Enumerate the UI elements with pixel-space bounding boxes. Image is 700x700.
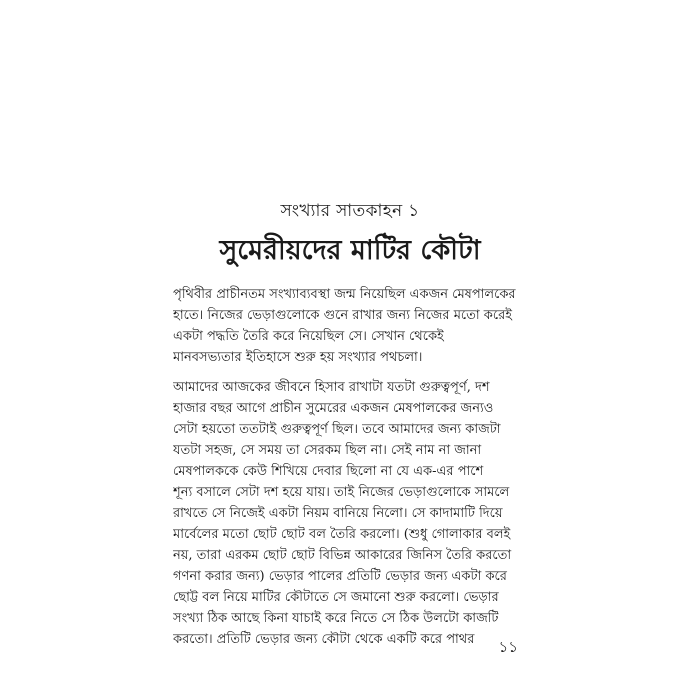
text-line: মেষপালককে কেউ শিখিয়ে দেবার ছিলো না যে এক-এর পাশে — [173, 464, 484, 479]
chapter-title: সুমেরীয়দের মাটির কৌটা — [219, 235, 481, 266]
page-number: ১১ — [498, 638, 518, 656]
series-title: সংখ্যার সাতকাহন ১ — [280, 201, 420, 221]
text-line: করতো। প্রতিটি ভেড়ার জন্য কৌটা থেকে একটি করে পাথর — [173, 632, 475, 647]
body-text — [173, 284, 520, 650]
text-line: নয়, তারা এরকম ছোট ছোট বিভিন্ন আকারের জিনিস তৈরি করতো — [173, 548, 512, 563]
text-line: পৃথিবীর প্রাচীনতম সংখ্যাব্যবস্থা জন্ম নিয়েছিল একজন মেষপালকের — [173, 287, 516, 302]
text-line: মানবসভ্যতার ইতিহাসে শুরু হয় সংখ্যার পথচলা। — [173, 350, 423, 365]
text-line: শূন্য বসালে সেটা দশ হয়ে যায়। তাই নিজের ভেড়াগুলোকে সামলে — [173, 485, 510, 500]
text-line: গণনা করার জন্য) ভেড়ার পালের প্রতিটি ভেড়ার জন্য একটা করে — [173, 569, 507, 584]
text-line: রাখতে সে নিজেই একটা নিয়ম বানিয়ে নিলো। সে কাদামাটি দিয়ে — [173, 506, 503, 521]
text-line: যতটা সহজ, সে সময় তা সেরকম ছিল না। সেই নাম না জানা — [173, 443, 482, 458]
text-line: একটা পদ্ধতি তৈরি করে নিয়েছিল সে। সেখান থেকেই — [173, 329, 444, 344]
text-line: ছোট্ট বল নিয়ে মাটির কৌটাতে সে জমানো শুরু করলো। ভেড়ার — [173, 590, 499, 605]
paragraph-2 — [173, 377, 520, 650]
paragraph-gap — [173, 368, 520, 377]
text-line: সংখ্যা ঠিক আছে কিনা যাচাই করে নিতে সে ঠিক উলটো কাজটি — [173, 611, 499, 626]
text-line: সেটা হয়তো ততটাই গুরুত্বপূর্ণ ছিল। তবে আমাদের জন্য কাজটা — [173, 422, 501, 437]
paragraph-1 — [173, 284, 520, 368]
text-line: আমাদের আজকের জীবনে হিসাব রাখাটা যতটা গুরুত্বপূর্ণ, দশ — [173, 380, 490, 395]
text-line: হাজার বছর আগে প্রাচীন সুমেরের একজন মেষপালকের জন্যও — [173, 401, 494, 416]
text-line: মার্বেলের মতো ছোট ছোট বল তৈরি করলো। (শুধু গোলাকার বলই — [173, 527, 511, 542]
text-line: হাতে। নিজের ভেড়াগুলোকে গুনে রাখার জন্য নিজের মতো করেই — [173, 308, 513, 323]
